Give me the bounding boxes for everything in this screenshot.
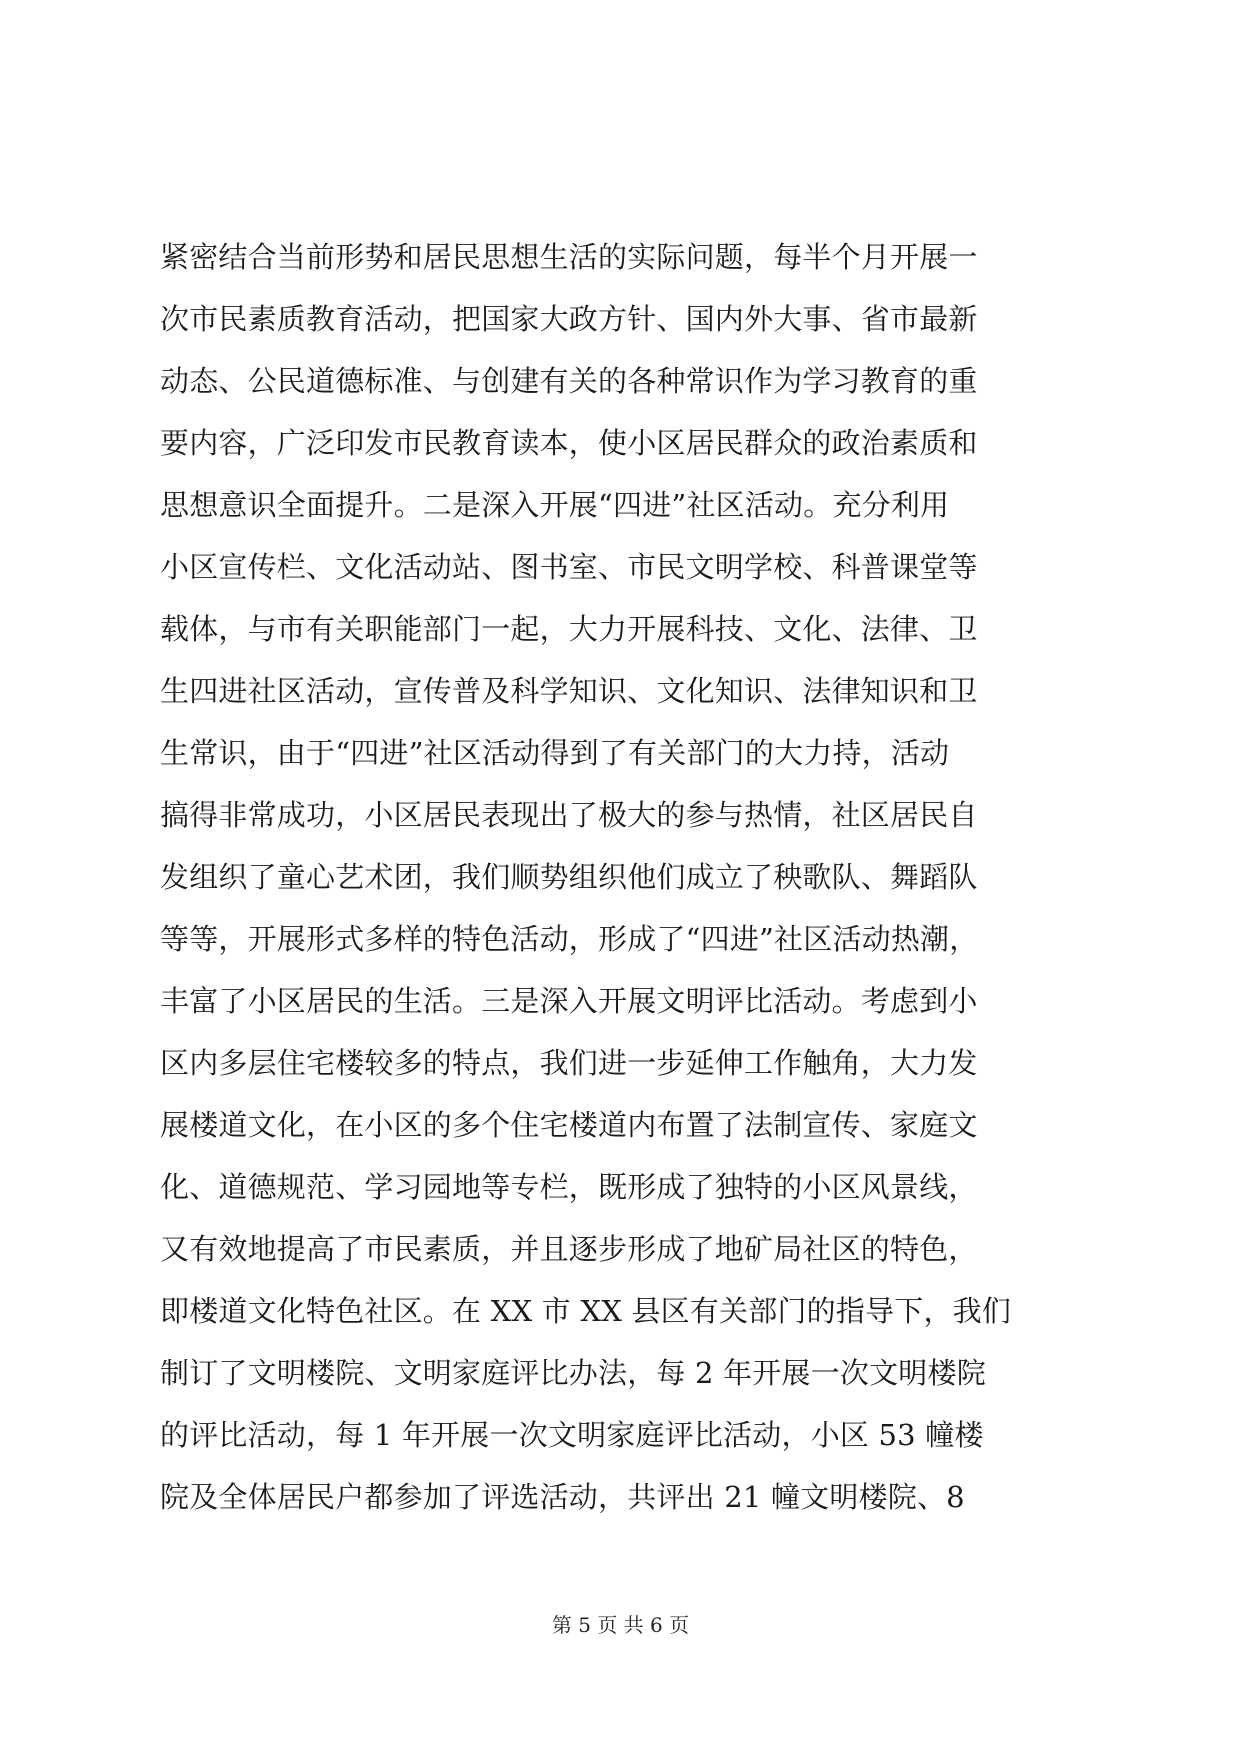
text-line: 院及全体居民户都参加了评选活动，共评出 21 幢文明楼院、8: [160, 1480, 965, 1514]
text-line: 丰富了小区居民的生活。三是深入开展文明评比活动。考虑到小: [160, 984, 978, 1018]
text-line: 的评比活动，每 1 年开展一次文明家庭评比活动，小区 53 幢楼: [160, 1418, 984, 1452]
text-line: 即楼道文化特色社区。在 XX 市 XX 县区有关部门的指导下，我们: [160, 1294, 1012, 1328]
text-line: 生四进社区活动，宣传普及科学知识、文化知识、法律知识和卫: [160, 674, 978, 708]
text-line: 思想意识全面提升。二是深入开展“四进”社区活动。充分利用: [160, 488, 950, 522]
text-line: 化、道德规范、学习园地等专栏，既形成了独特的小区风景线，: [160, 1170, 978, 1204]
text-line: 等等，开展形式多样的特色活动，形成了“四进”社区活动热潮，: [160, 922, 979, 956]
text-line: 搞得非常成功，小区居民表现出了极大的参与热情，社区居民自: [160, 798, 978, 832]
text-line: 发组织了童心艺术团，我们顺势组织他们成立了秧歌队、舞蹈队: [160, 860, 978, 894]
text-line: 小区宣传栏、文化活动站、图书室、市民文明学校、科普课堂等: [160, 550, 978, 584]
text-line: 紧密结合当前形势和居民思想生活的实际问题，每半个月开展一: [160, 240, 978, 274]
text-line: 制订了文明楼院、文明家庭评比办法，每 2 年开展一次文明楼院: [160, 1356, 986, 1390]
text-line: 动态、公民道德标准、与创建有关的各种常识作为学习教育的重: [160, 364, 978, 398]
text-line: 展楼道文化，在小区的多个住宅楼道内布置了法制宣传、家庭文: [160, 1108, 978, 1142]
text-line: 区内多层住宅楼较多的特点，我们进一步延伸工作触角，大力发: [160, 1046, 978, 1080]
text-line: 载体，与市有关职能部门一起，大力开展科技、文化、法律、卫: [160, 612, 978, 646]
text-line: 次市民素质教育活动，把国家大政方针、国内外大事、省市最新: [160, 302, 978, 336]
body-paragraph: [160, 226, 1080, 1528]
page-number-footer: 第 5 页 共 6 页: [551, 1613, 690, 1637]
text-line: 又有效地提高了市民素质，并且逐步形成了地矿局社区的特色，: [160, 1232, 978, 1266]
text-line: 要内容，广泛印发市民教育读本，使小区居民群众的政治素质和: [160, 426, 978, 460]
text-line: 生常识，由于“四进”社区活动得到了有关部门的大力持，活动: [160, 736, 950, 770]
